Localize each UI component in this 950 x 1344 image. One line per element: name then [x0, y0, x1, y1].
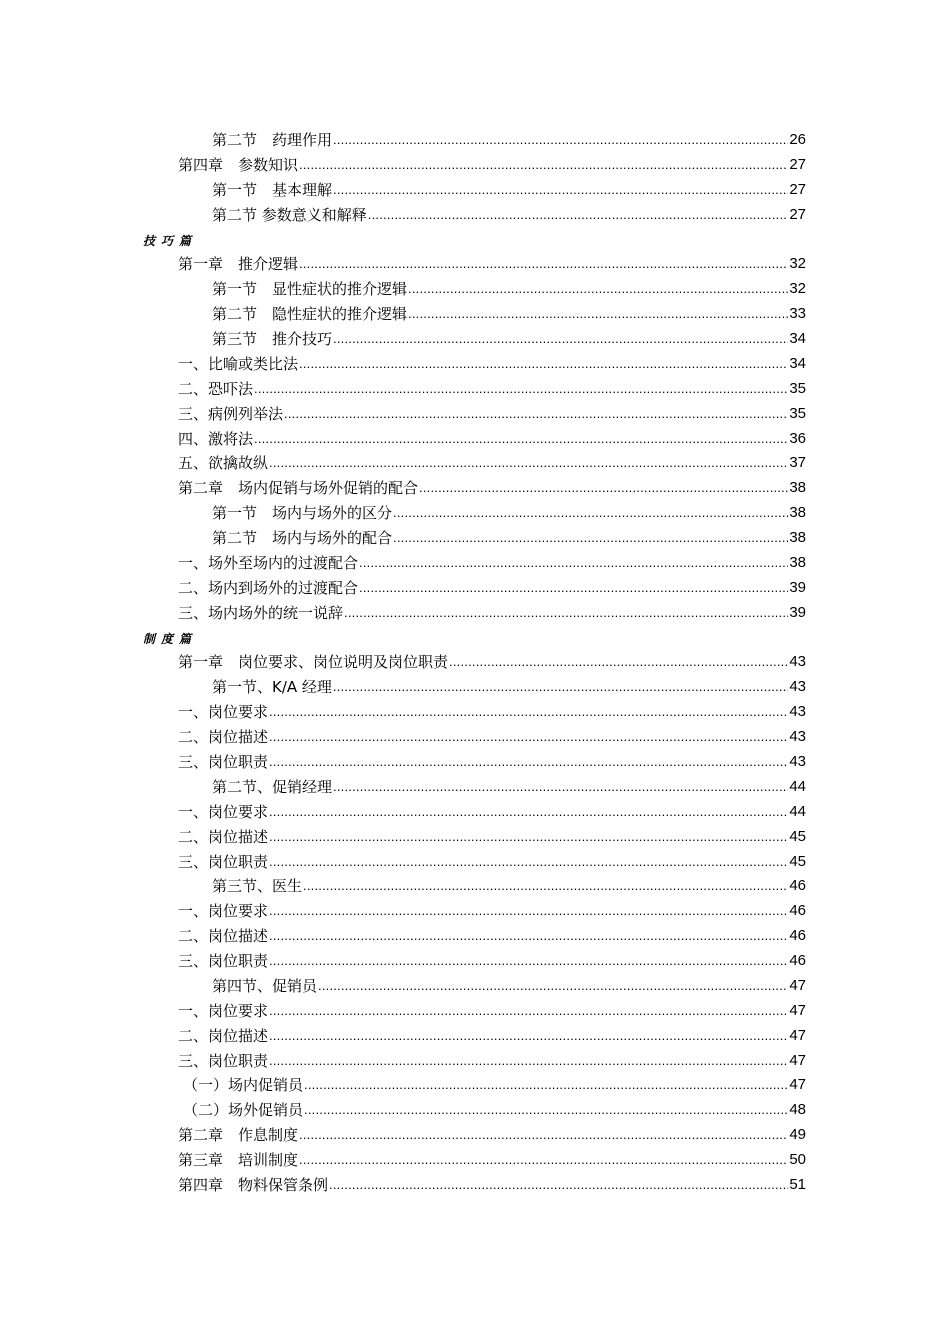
toc-entry[interactable] — [178, 573, 806, 597]
toc-entry-title: 五、欲擒故纵 — [178, 454, 269, 472]
toc-entry-title: 四、激将法 — [178, 430, 254, 448]
toc-entry[interactable] — [212, 672, 806, 696]
toc-entry-title: 二、岗位描述 — [178, 1027, 269, 1045]
toc-part-heading: 制度篇 — [143, 632, 198, 646]
toc-entry[interactable] — [212, 200, 806, 224]
dot-leader — [359, 554, 788, 572]
toc-page-number: 32 — [789, 255, 806, 272]
toc-page-number: 27 — [789, 206, 806, 223]
toc-entry[interactable] — [178, 822, 806, 846]
toc-page-number: 46 — [789, 927, 806, 944]
toc-entry-title: 第一节、K/A 经理 — [212, 678, 332, 696]
toc-entry[interactable] — [183, 1095, 806, 1119]
toc-entry[interactable] — [178, 424, 806, 448]
toc-part-heading: 技巧篇 — [143, 234, 198, 248]
toc-entry-title: 二、岗位描述 — [178, 728, 269, 746]
toc-entry-title: 二、岗位描述 — [178, 828, 269, 846]
toc-page-number: 47 — [789, 1052, 806, 1069]
toc-page-number: 44 — [789, 778, 806, 795]
toc-entry[interactable] — [178, 1145, 806, 1169]
toc-page-number: 47 — [789, 977, 806, 994]
dot-leader — [269, 703, 788, 721]
toc-entry[interactable] — [212, 125, 806, 149]
toc-entry[interactable] — [178, 399, 806, 423]
toc-page-number: 43 — [789, 678, 806, 695]
toc-page-number: 43 — [789, 703, 806, 720]
toc-entry-title: 第一章 岗位要求、岗位说明及岗位职责 — [178, 653, 449, 671]
toc-page-number: 38 — [789, 479, 806, 496]
dot-leader — [269, 454, 788, 472]
toc-page-number: 48 — [789, 1101, 806, 1118]
toc-entry[interactable] — [212, 324, 806, 348]
toc-page-number: 47 — [789, 1027, 806, 1044]
dot-leader — [299, 1151, 788, 1169]
toc-entry-title: （一）场内促销员 — [183, 1076, 304, 1094]
toc-entry-title: 三、场内场外的统一说辞 — [178, 604, 344, 622]
toc-entry-title: 一、岗位要求 — [178, 703, 269, 721]
toc-entry[interactable] — [212, 498, 806, 522]
toc-entry-title: 二、岗位描述 — [178, 927, 269, 945]
toc-page-number: 35 — [789, 380, 806, 397]
toc-page-number: 50 — [789, 1151, 806, 1168]
dot-leader — [269, 952, 788, 970]
toc-entry-title: 第一节 基本理解 — [212, 181, 333, 199]
toc-entry-title: 第四章 物料保管条例 — [178, 1176, 329, 1194]
toc-entry[interactable] — [178, 1170, 806, 1194]
toc-entry-title: 三、病例列举法 — [178, 405, 284, 423]
toc-entry-title: 第一节 场内与场外的区分 — [212, 504, 393, 522]
toc-entry-title: 第四节、促销员 — [212, 977, 318, 995]
toc-entry[interactable] — [178, 697, 806, 721]
toc-entry-title: 二、场内到场外的过渡配合 — [178, 579, 359, 597]
toc-page-number: 32 — [789, 280, 806, 297]
dot-leader — [269, 853, 788, 871]
toc-page-number: 38 — [789, 554, 806, 571]
dot-leader — [269, 1002, 788, 1020]
toc-entry-title: 第二节 参数意义和解释 — [212, 206, 367, 224]
dot-leader — [393, 504, 788, 522]
dot-leader — [254, 380, 788, 398]
dot-leader — [303, 877, 788, 895]
toc-page-number: 39 — [789, 579, 806, 596]
toc-entry[interactable] — [178, 647, 806, 671]
toc-entry[interactable] — [178, 747, 806, 771]
toc-entry[interactable] — [178, 598, 806, 622]
toc-entry[interactable] — [178, 847, 806, 871]
toc-page-number: 49 — [789, 1126, 806, 1143]
dot-leader — [304, 1076, 788, 1094]
toc-entry-title: 一、场外至场内的过渡配合 — [178, 554, 359, 572]
toc-page-number: 33 — [789, 305, 806, 322]
toc-entry[interactable] — [212, 971, 806, 995]
dot-leader — [269, 927, 788, 945]
toc-entry[interactable] — [178, 473, 806, 497]
toc-page-number: 43 — [789, 728, 806, 745]
toc-entry[interactable] — [178, 548, 806, 572]
toc-page-number: 46 — [789, 902, 806, 919]
toc-entry-title: 一、岗位要求 — [178, 803, 269, 821]
toc-entry-title: 第三节、医生 — [212, 877, 303, 895]
toc-entry[interactable] — [178, 249, 806, 273]
toc-entry-title: 第四章 参数知识 — [178, 156, 299, 174]
dot-leader — [269, 1027, 788, 1045]
toc-page-number: 43 — [789, 653, 806, 670]
dot-leader — [254, 430, 788, 448]
dot-leader — [449, 653, 788, 671]
toc-entry-title: （二）场外促销员 — [183, 1101, 304, 1119]
toc-entry-title: 第二节 场内与场外的配合 — [212, 529, 393, 547]
toc-entry[interactable] — [178, 349, 806, 373]
toc-entry[interactable] — [212, 772, 806, 796]
toc-entry[interactable] — [178, 896, 806, 920]
toc-page-number: 35 — [789, 405, 806, 422]
toc-entry[interactable] — [178, 1046, 806, 1070]
toc-entry[interactable] — [178, 1021, 806, 1045]
toc-entry[interactable] — [212, 175, 806, 199]
dot-leader — [269, 803, 788, 821]
toc-entry[interactable] — [178, 374, 806, 398]
toc-page-number: 46 — [789, 952, 806, 969]
dot-leader — [419, 479, 788, 497]
toc-entry[interactable] — [212, 871, 806, 895]
toc-entry-title: 三、岗位职责 — [178, 1052, 269, 1070]
toc-page-number: 44 — [789, 803, 806, 820]
toc-page-number: 26 — [789, 131, 806, 148]
toc-entry[interactable] — [178, 921, 806, 945]
toc-entry-title: 三、岗位职责 — [178, 753, 269, 771]
toc-entry[interactable] — [178, 150, 806, 174]
dot-leader — [269, 1052, 788, 1070]
toc-entry-title: 一、岗位要求 — [178, 1002, 269, 1020]
toc-entry-title: 第三节 推介技巧 — [212, 330, 333, 348]
dot-leader — [333, 131, 788, 149]
toc-page-number: 51 — [789, 1176, 806, 1193]
dot-leader — [269, 828, 788, 846]
dot-leader — [318, 977, 788, 995]
dot-leader — [408, 305, 788, 323]
toc-entry[interactable] — [178, 1120, 806, 1144]
toc-entry-title: 第一章 推介逻辑 — [178, 255, 299, 273]
dot-leader — [393, 529, 788, 547]
toc-entry[interactable] — [212, 274, 806, 298]
dot-leader — [344, 604, 788, 622]
toc-entry[interactable] — [178, 996, 806, 1020]
dot-leader — [408, 280, 788, 298]
toc-page-number: 27 — [789, 156, 806, 173]
toc-page-number: 37 — [789, 454, 806, 471]
toc-entry-title: 二、恐吓法 — [178, 380, 254, 398]
toc-entry-title: 一、岗位要求 — [178, 902, 269, 920]
toc-page-number: 34 — [789, 330, 806, 347]
toc-entry[interactable] — [178, 946, 806, 970]
toc-entry-title: 第二章 场内促销与场外促销的配合 — [178, 479, 419, 497]
toc-entry-title: 第三章 培训制度 — [178, 1151, 299, 1169]
dot-leader — [329, 1176, 788, 1194]
dot-leader — [333, 678, 788, 696]
toc-entry[interactable] — [212, 299, 806, 323]
dot-leader — [304, 1101, 788, 1119]
toc-page-number: 36 — [789, 430, 806, 447]
toc-page-number: 27 — [789, 181, 806, 198]
dot-leader — [269, 728, 788, 746]
toc-entry[interactable] — [178, 448, 806, 472]
toc-entry-title: 三、岗位职责 — [178, 853, 269, 871]
toc-entry-title: 第二节 药理作用 — [212, 131, 333, 149]
toc-page-number: 34 — [789, 355, 806, 372]
dot-leader — [333, 181, 788, 199]
toc-page-number: 38 — [789, 529, 806, 546]
toc-entry-title: 第二节、促销经理 — [212, 778, 333, 796]
dot-leader — [269, 902, 788, 920]
toc-entry-title: 三、岗位职责 — [178, 952, 269, 970]
dot-leader — [333, 330, 788, 348]
toc-entry-title: 第二章 作息制度 — [178, 1126, 299, 1144]
toc-entry-title: 一、比喻或类比法 — [178, 355, 299, 373]
toc-entry[interactable] — [212, 523, 806, 547]
toc-page-number: 47 — [789, 1002, 806, 1019]
toc-page-number: 47 — [789, 1076, 806, 1093]
toc-entry-title: 第二节 隐性症状的推介逻辑 — [212, 305, 408, 323]
toc-page-number: 45 — [789, 828, 806, 845]
toc-page-number: 45 — [789, 853, 806, 870]
dot-leader — [299, 1126, 788, 1144]
dot-leader — [333, 778, 788, 796]
toc-entry[interactable] — [178, 797, 806, 821]
dot-leader — [359, 579, 788, 597]
toc-page-number: 39 — [789, 604, 806, 621]
dot-leader — [284, 405, 788, 423]
toc-entry[interactable] — [183, 1070, 806, 1094]
toc-entry[interactable] — [178, 722, 806, 746]
toc-page-number: 43 — [789, 753, 806, 770]
dot-leader — [299, 355, 788, 373]
toc-page-number: 46 — [789, 877, 806, 894]
dot-leader — [299, 156, 788, 174]
toc-page-number: 38 — [789, 504, 806, 521]
dot-leader — [368, 206, 789, 224]
dot-leader — [269, 753, 788, 771]
toc-entry-title: 第一节 显性症状的推介逻辑 — [212, 280, 408, 298]
dot-leader — [299, 255, 788, 273]
